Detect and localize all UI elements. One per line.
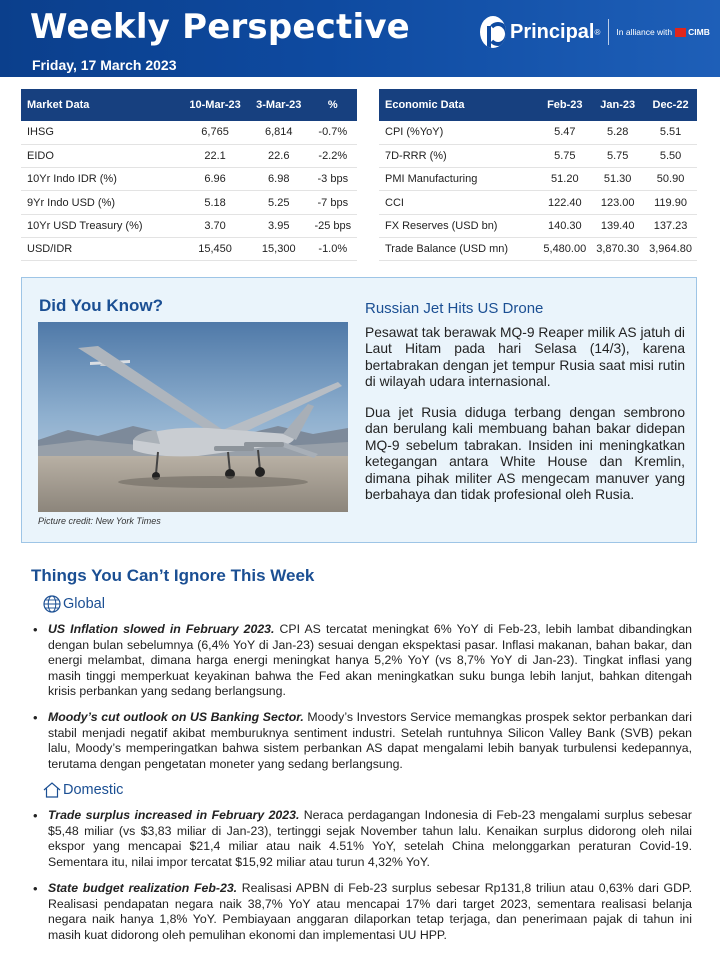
economic-cell: 5.75: [591, 144, 644, 167]
market-row-label: 10Yr USD Treasury (%): [21, 214, 181, 237]
alliance-text: In alliance with: [616, 27, 673, 37]
economic-cell: 140.30: [538, 214, 591, 237]
publication-date: Friday, 17 March 2023: [32, 57, 177, 73]
logo-divider: [608, 19, 609, 45]
market-data-table: [21, 89, 357, 261]
economic-data-table: [379, 89, 697, 261]
domestic-label: Domestic: [63, 782, 124, 798]
economic-cell: 3,870.30: [591, 237, 644, 260]
economic-row-label: CCI: [379, 191, 538, 214]
logo-text: Principal: [510, 20, 595, 43]
economic-row: [379, 214, 697, 237]
market-row-label: 10Yr Indo IDR (%): [21, 168, 181, 191]
economic-cell: 5.28: [591, 121, 644, 144]
global-news-item: [33, 710, 692, 772]
market-header-col2: 3-Mar-23: [249, 89, 309, 121]
news-body: CPI AS tercatat meningkat 6% YoY di Feb-23, lebih lambat dibandingkan dengan bulan sebelumnya (6,4% YoY di Jan-23) sesuai dengan ekspektasi pasar. Inflasi makanan, bahan bakar, dan energi melambat, dimana harga energi meningkat hanya 5,2% YoY (vs 8,7% YoY di Jan-23). Tingkat inflasi yang masih tinggi memperkuat keyakinan bahwa the Fed akan meningkatkan suku bunga lebih lanjut, bahkan ditengah krisis perbankan yang sedang berlangsung.: [48, 622, 693, 699]
economic-cell: 50.90: [644, 168, 697, 191]
market-cell: -25 bps: [309, 214, 357, 237]
market-row-label: IHSG: [21, 121, 181, 144]
market-header-col3: %: [309, 89, 357, 121]
news-lead: US Inflation slowed in February 2023.: [48, 622, 275, 636]
news-paragraph-2: Dua jet Rusia diduga terbang dengan sembrono dan berulang kali membuang bahan bakar didepan MQ-9 sebelum tabrakan. Insiden ini meningkatkan ketegangan antara White House dan Kremlin, dimana pihak militer AS mengecam manuver yang berbahaya dan tidak profesional oleh Rusia.: [365, 405, 685, 503]
global-news-item: [33, 622, 692, 700]
market-row-label: USD/IDR: [21, 237, 181, 260]
economic-row-label: 7D-RRR (%): [379, 144, 538, 167]
domestic-subheading: [42, 780, 123, 800]
news-body: Neraca perdagangan Indonesia di Feb-23 mengalami surplus sebesar $5,48 miliar (vs $3,83 miliar di Jan-23), tertinggi sejak November tahun lalu. Kenaikan surplus didorong oleh nilai ekspor yang mencapai $21,4 miliar atau naik 4.51% YoY, setelah China melonggarkan peraturan Covid-19. Sementara itu, nilai impor tercatat $15,92 miliar atau turun 4,32% YoY.: [48, 808, 692, 869]
market-row: [21, 168, 357, 191]
economic-cell: 139.40: [591, 214, 644, 237]
market-cell: 15,300: [249, 237, 309, 260]
economic-cell: 5.51: [644, 121, 697, 144]
market-row: [21, 237, 357, 260]
did-you-know-box: [21, 277, 697, 543]
photo-credit: Picture credit: New York Times: [38, 516, 161, 526]
cimb-logo-icon: [675, 28, 686, 37]
economic-cell: 51.30: [591, 168, 644, 191]
market-cell: 6,814: [249, 121, 309, 144]
market-cell: 5.18: [181, 191, 249, 214]
economic-header-col2: Jan-23: [591, 89, 644, 121]
logo-registered-mark: ®: [594, 27, 601, 37]
news-lead: Trade surplus increased in February 2023.: [48, 808, 300, 822]
market-cell: 3.70: [181, 214, 249, 237]
market-row: [21, 191, 357, 214]
news-paragraph-1: Pesawat tak berawak MQ-9 Reaper milik AS jatuh di Laut Hitam pada hari Selasa (14/3), karena bertabrakan dengan jet tempur Rusia saat misi rutin di wilayah udara internasional.: [365, 325, 685, 390]
global-subheading: [42, 594, 105, 614]
principal-logo-icon: [480, 16, 506, 48]
page-title: Weekly Perspective: [30, 7, 410, 47]
news-lead: Moody’s cut outlook on US Banking Sector.: [48, 710, 304, 724]
market-row-label: EIDO: [21, 144, 181, 167]
economic-cell: 122.40: [538, 191, 591, 214]
market-cell: -1.0%: [309, 237, 357, 260]
market-header-label: Market Data: [21, 89, 181, 121]
news-body: Moody’s Investors Service memangkas prospek sektor perbankan dari stabil menjadi negatif akibat memburuknya sentiment industri. Setelah runtuhnya Silicon Valley Bank (SVB) pekan lalu, Moody’s memperingatkan bahwa sistem perbankan AS dapat mengalami lebih banyak turbulensi kedepannya, terutama dengan pengetatan moneter yang sedang berlangsung.: [48, 710, 692, 771]
market-cell: 3.95: [249, 214, 309, 237]
economic-cell: 119.90: [644, 191, 697, 214]
market-cell: 5.25: [249, 191, 309, 214]
principal-logo: [480, 15, 710, 49]
economic-cell: 5.47: [538, 121, 591, 144]
news-lead: State budget realization Feb-23.: [48, 881, 238, 895]
economic-row: [379, 168, 697, 191]
market-row: [21, 121, 357, 144]
market-row: [21, 144, 357, 167]
did-you-know-title: Did You Know?: [39, 296, 164, 315]
economic-row-label: FX Reserves (USD bn): [379, 214, 538, 237]
economic-cell: 5,480.00: [538, 237, 591, 260]
market-cell: -0.7%: [309, 121, 357, 144]
economic-cell: 51.20: [538, 168, 591, 191]
global-label: Global: [63, 596, 105, 612]
news-body: Realisasi APBN di Feb-23 surplus sebesar Rp131,8 triliun atau 0,63% dari GDP. Realisasi pendapatan negara naik 38,7% YoY atau mencapai 17% dari target 2023, sementara realisasi belanja negara naik hanya 1,8% YoY. Pembiayaan anggaran dilaporkan tetap terjaga, dan penerimaan pajak di tahun ini masih kuat didorong oleh pemulihan ekonomi dan implementasi UU HPP.: [48, 881, 692, 942]
globe-icon: [42, 594, 62, 614]
economic-header-col3: Dec-22: [644, 89, 697, 121]
market-cell: -3 bps: [309, 168, 357, 191]
market-cell: 15,450: [181, 237, 249, 260]
domestic-news-item: [33, 808, 692, 870]
market-cell: 22.1: [181, 144, 249, 167]
economic-cell: 5.75: [538, 144, 591, 167]
economic-row-label: Trade Balance (USD mn): [379, 237, 538, 260]
market-cell: -2.2%: [309, 144, 357, 167]
drone-photo: [38, 322, 348, 512]
economic-row: [379, 144, 697, 167]
economic-row-label: CPI (%YoY): [379, 121, 538, 144]
economic-header-col1: Feb-23: [538, 89, 591, 121]
economic-cell: 137.23: [644, 214, 697, 237]
economic-cell: 123.00: [591, 191, 644, 214]
news-headline: Russian Jet Hits US Drone: [365, 300, 544, 317]
market-cell: 6,765: [181, 121, 249, 144]
market-header-col1: 10-Mar-23: [181, 89, 249, 121]
economic-row: [379, 121, 697, 144]
market-cell: 22.6: [249, 144, 309, 167]
page-header: [0, 0, 720, 77]
market-cell: 6.96: [181, 168, 249, 191]
domestic-news-item: [33, 881, 692, 943]
economic-row: [379, 237, 697, 260]
market-row-label: 9Yr Indo USD (%): [21, 191, 181, 214]
mq9-reaper-drone-image: [38, 322, 348, 512]
section-title: Things You Can’t Ignore This Week: [31, 566, 315, 585]
cimb-text: CIMB: [688, 27, 710, 37]
economic-row: [379, 191, 697, 214]
economic-header-label: Economic Data: [379, 89, 538, 121]
home-icon: [42, 780, 62, 800]
market-row: [21, 214, 357, 237]
economic-cell: 3,964.80: [644, 237, 697, 260]
market-cell: -7 bps: [309, 191, 357, 214]
economic-row-label: PMI Manufacturing: [379, 168, 538, 191]
market-cell: 6.98: [249, 168, 309, 191]
economic-cell: 5.50: [644, 144, 697, 167]
